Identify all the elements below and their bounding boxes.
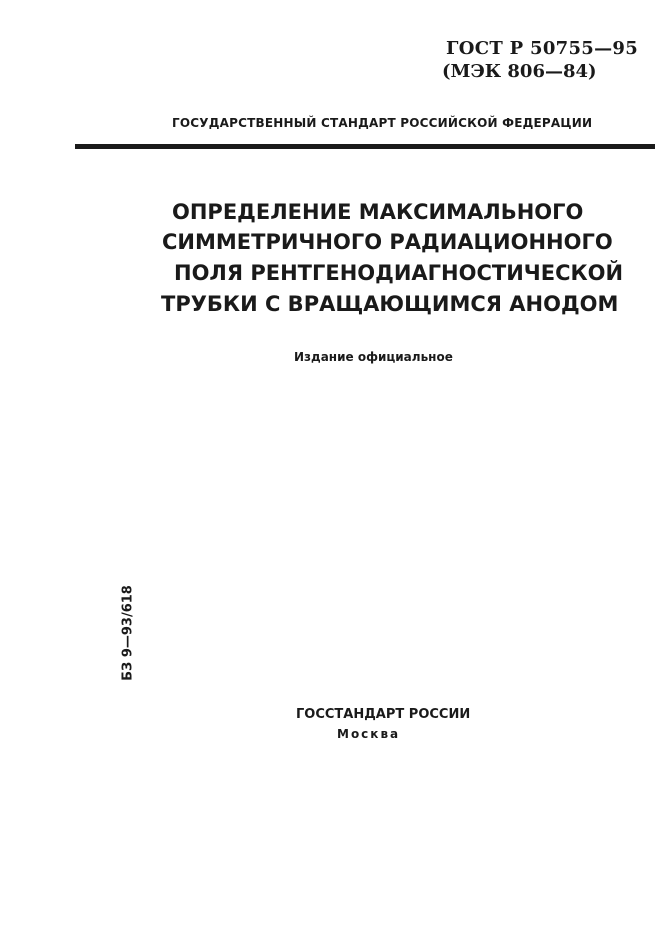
title-line-4: ТРУБКИ С ВРАЩАЮЩИМСЯ АНОДОМ [161, 292, 619, 316]
edition-label: Издание официальное [294, 350, 453, 364]
title-line-3: ПОЛЯ РЕНТГЕНОДИАГНОСТИЧЕСКОЙ [174, 261, 624, 285]
publisher-name: ГОССТАНДАРТ РОССИИ [296, 707, 471, 722]
state-standard-heading: ГОСУДАРСТВЕННЫЙ СТАНДАРТ РОССИЙСКОЙ ФЕДЕРАЦИИ [172, 116, 593, 130]
title-line-2: СИММЕТРИЧНОГО РАДИАЦИОННОГО [162, 230, 613, 254]
print-code: БЗ 9—93/618 [120, 585, 136, 681]
gost-number: ГОСТ Р 50755—95 [446, 38, 639, 59]
divider-rule [75, 144, 655, 149]
title-line-1: ОПРЕДЕЛЕНИЕ МАКСИМАЛЬНОГО [172, 200, 584, 224]
publisher-city: Москва [337, 727, 401, 741]
iec-number: (МЭК 806—84) [442, 61, 597, 82]
